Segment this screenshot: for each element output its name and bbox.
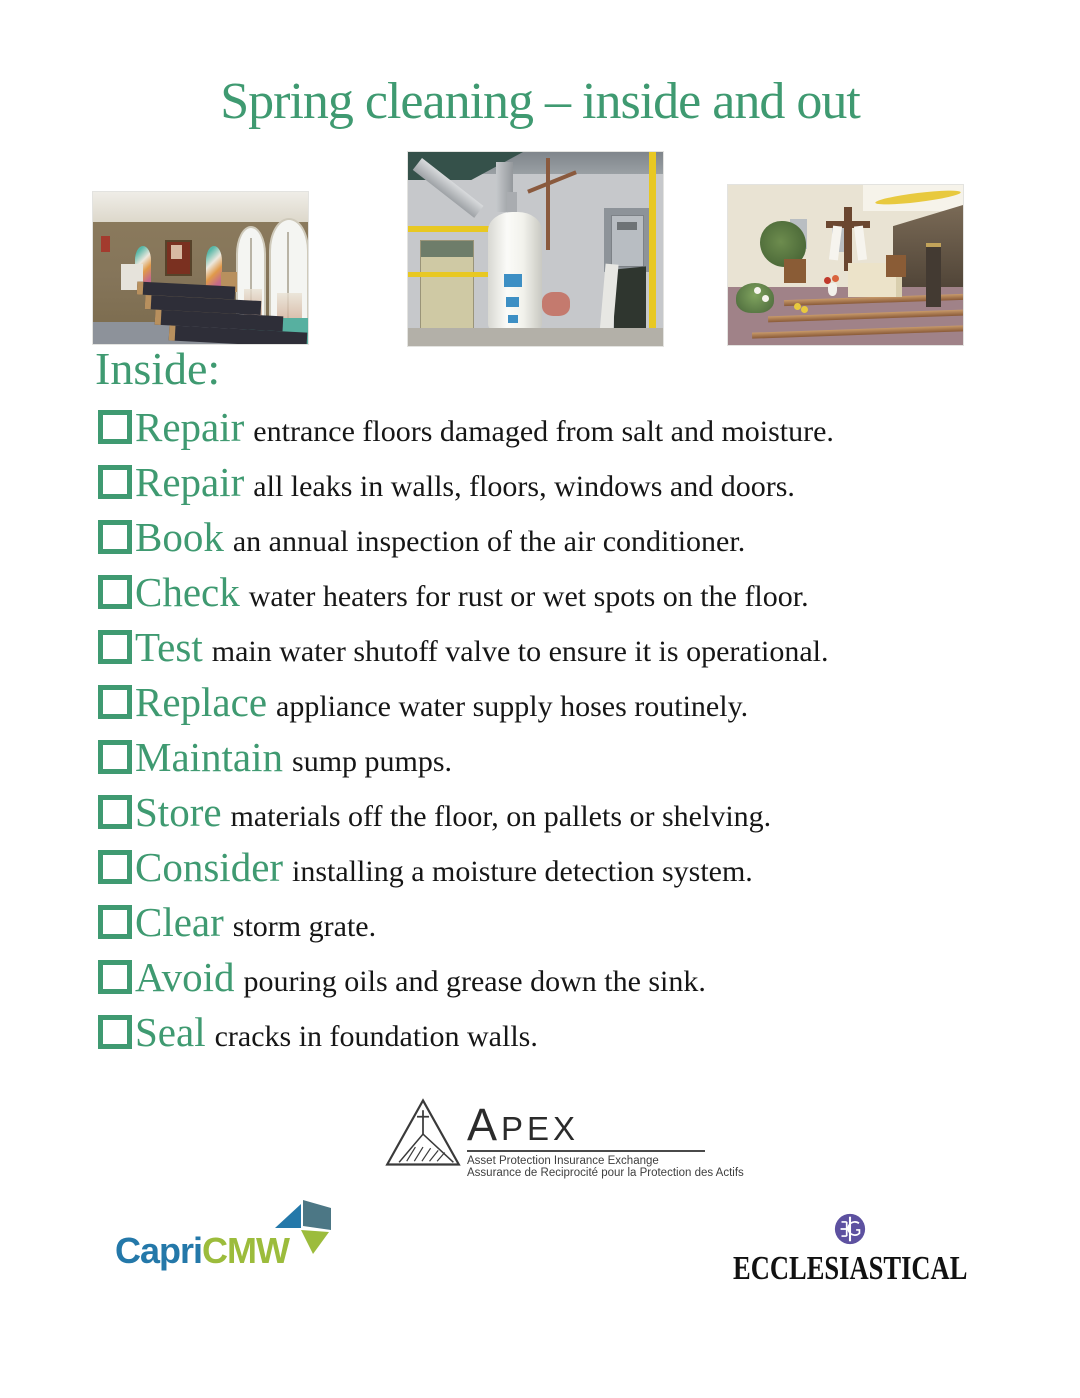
checklist-keyword: Maintain [135,734,284,780]
checkbox-icon [98,630,132,664]
church-altar-photo [728,185,963,345]
checklist-text: water heaters for rust or wet spots on the floor. [248,580,809,613]
checklist-item [98,510,1038,565]
checkbox-icon [98,795,132,829]
checklist-keyword: Store [135,789,222,835]
capricmw-text-cmw: CMW [202,1230,289,1271]
checklist-keyword: Book [135,514,224,560]
chapel-interior-photo [93,192,308,344]
checklist-text: sump pumps. [292,745,453,778]
checklist-text: materials off the floor, on pallets or shelving. [230,800,772,833]
checklist-item [98,675,1038,730]
checkbox-icon [98,960,132,994]
checklist-item [98,785,1038,840]
checklist-item [98,840,1038,895]
checkbox-icon [98,520,132,554]
checklist-text: an annual inspection of the air conditioner. [232,525,746,558]
checkbox-icon [98,575,132,609]
checkbox-icon [98,1015,132,1049]
checklist-keyword: Seal [135,1009,206,1055]
checklist-text: storm grate. [232,910,377,943]
checklist-keyword: Test [135,624,203,670]
checkbox-icon [98,850,132,884]
checklist-text: entrance floors damaged from salt and moisture. [253,415,834,448]
checklist [98,400,1038,1060]
ecclesiastical-wordmark: ECCLESIASTICAL [733,1250,968,1287]
checklist-item [98,565,1038,620]
section-heading: Inside: [95,343,221,394]
checklist-text: all leaks in walls, floors, windows and doors. [253,470,795,503]
capricmw-logo [115,1196,337,1274]
apex-wordmark: APEX [467,1099,580,1150]
checklist-keyword: Check [135,569,240,615]
checklist-item [98,620,1038,675]
checkbox-icon [98,685,132,719]
apex-tagline-fr: Assurance de Reciprocité pour la Protection des Actifs [467,1166,744,1179]
eig-monogram-icon [833,1212,867,1246]
checklist-text: cracks in foundation walls. [214,1020,538,1053]
checklist-text: main water shutoff valve to ensure it is operational. [211,635,829,668]
checklist-item [98,730,1038,785]
apex-tagline-en: Asset Protection Insurance Exchange [467,1154,659,1167]
checklist-item [98,950,1038,1005]
checklist-item [98,895,1038,950]
checkbox-icon [98,905,132,939]
checklist-keyword: Replace [135,679,268,725]
apex-triangle-icon [385,1098,461,1168]
checklist-text: installing a moisture detection system. [292,855,753,888]
checklist-item [98,1005,1038,1060]
checklist-keyword: Consider [135,844,284,890]
checkbox-icon [98,410,132,444]
checkbox-icon [98,740,132,774]
checklist-keyword: Repair [135,404,245,450]
ecclesiastical-logo [700,1212,1000,1288]
capricmw-text-capri: Capri [115,1230,203,1271]
checklist-keyword: Avoid [135,954,235,1000]
page-title: Spring cleaning – inside and out [220,73,860,130]
furnace-room-photo [408,152,663,346]
checklist-text: pouring oils and grease down the sink. [243,965,706,998]
checklist-item [98,400,1038,455]
checkbox-icon [98,465,132,499]
checklist-keyword: Clear [135,899,224,945]
checklist-item [98,455,1038,510]
checklist-keyword: Repair [135,459,245,505]
checklist-text: appliance water supply hoses routinely. [276,690,749,723]
apex-logo [385,1098,744,1179]
apex-rule [467,1150,705,1152]
